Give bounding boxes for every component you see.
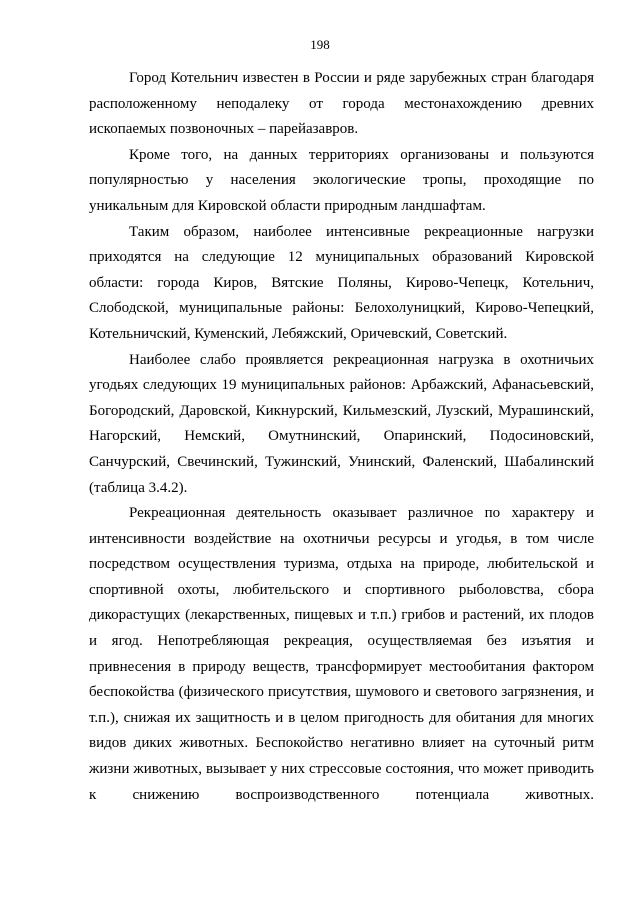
document-body — [89, 66, 594, 808]
paragraph-recreation-impact: Рекреационная деятельность оказывает различное по характеру и интенсивности воздействие на охотничьи ресурсы и угодья, в том числе посредством осуществления туризма, отдыха на природе, любительской и спортивной охоты, любительского и спортивного рыболовства, сбора дикорастущих (лекарственных, пищевых и т.п.) грибов и растений, их плодов и ягод. Непотребляющая рекреация, осуществляемая без изъятия и привнесения в природу веществ, трансформирует местообитания фактором беспокойства (физического присутствия, шумового и светового загрязнения, и т.п.), снижая их защитность и в целом пригодность для обитания для многих видов диких животных. Беспокойство негативно влияет на суточный ритм жизни животных, вызывает у них стрессовые состояния, что может приводить к снижению воспроизводственного потенциала животных. — [89, 505, 594, 803]
paragraph-high-load: Таким образом, наиболее интенсивные рекреационные нагрузки приходятся на следующие 12 муниципальных образований Кировской области: города Киров, Вятские Поляны, Кирово-Чепецк, Котельнич, Слободской, муниципальные районы: Белохолуницкий, Кирово-Чепецкий, Котельничский, Куменский, Лебяжский, Оричевский, Советский. — [89, 223, 594, 342]
page-number: 198 — [310, 37, 330, 52]
paragraph-low-load: Наиболее слабо проявляется рекреационная нагрузка в охотничьих угодьях следующих 19 муниципальных районов: Арбажский, Афанасьевский, Богородский, Даровской, Кикнурский, Кильмезский, Лузский, Мурашинский, Нагорский, Немский, Омутнинский, Опаринский, Подосиновский, Санчурский, Свечинский, Тужинский, Унинский, Фаленский, Шабалинский (таблица 3.4.2). — [89, 351, 594, 496]
paragraph-eco-trails: Кроме того, на данных территориях организованы и пользуются популярностью у населения экологические тропы, проходящие по уникальным для Кировской области природным ландшафтам. — [89, 146, 594, 214]
paragraph-kotelnich: Город Котельнич известен в России и ряде зарубежных стран благодаря расположенному неподалеку от города местонахождению древних ископаемых позвоночных – парейазавров. — [89, 70, 594, 138]
